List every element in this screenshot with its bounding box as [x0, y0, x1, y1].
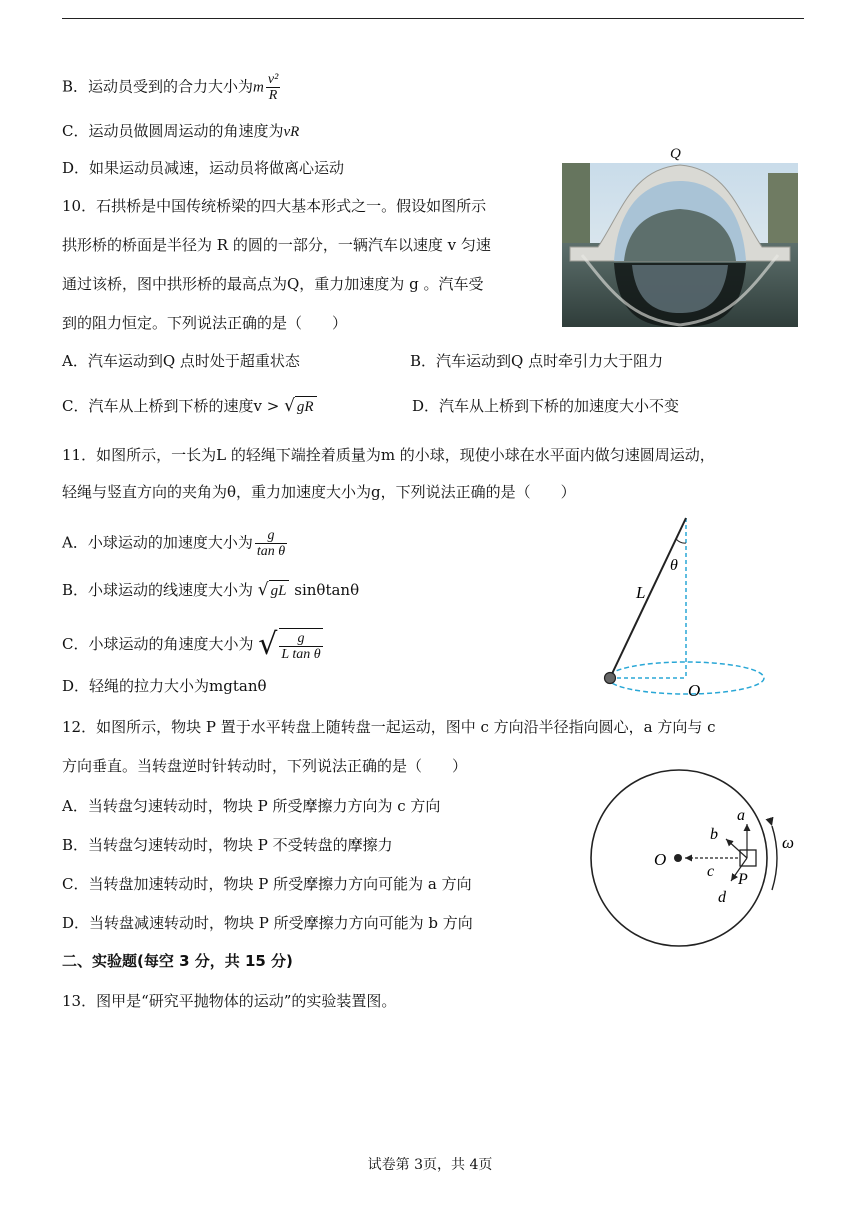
- q12-option-d: D．当转盘减速转动时，物块 P 所受摩擦力方向可能为 b 方向: [62, 914, 473, 932]
- q12-option-c: C．当转盘加速转动时，物块 P 所受摩擦力方向可能为 a 方向: [62, 875, 472, 893]
- ball: [605, 673, 616, 684]
- q13-stem: 13．图甲是“研究平抛物体的运动”的实验装置图。: [62, 992, 397, 1010]
- center-dot: [674, 854, 682, 862]
- q10-stem-line4: 到的阻力恒定。下列说法正确的是（ ）: [62, 314, 348, 332]
- q10-option-a: A．汽车运动到Q 点时处于超重状态: [62, 352, 300, 370]
- q10-stem-line3: 通过该桥，图中拱形桥的最高点为Q，重力加速度为 g 。汽车受: [62, 275, 484, 293]
- top-rule: [62, 18, 804, 19]
- label-l: L: [636, 583, 646, 602]
- label-o: O: [654, 850, 667, 869]
- bridge-label-q: Q: [670, 146, 681, 162]
- q9-option-c: C．运动员做圆周运动的角速度为vR: [62, 122, 300, 140]
- section-heading: 二、实验题(每空 3 分，共 15 分): [62, 952, 293, 970]
- rotation-arrow: [772, 826, 777, 890]
- angle-arc: [676, 539, 686, 543]
- q11-stem-line1: 11．如图所示，一长为L 的轻绳下端拴着质量为m 的小球，现使小球在水平面内做匀速圆周运动，: [62, 446, 715, 464]
- q12-stem-line1: 12．如图所示，物块 P 置于水平转盘上随转盘一起运动，图中 c 方向沿半径指向圆心，a 方向与 c: [62, 718, 716, 736]
- q12-option-b: B．当转盘匀速转动时，物块 P 不受转盘的摩擦力: [62, 836, 393, 854]
- q10-option-b: B．汽车运动到Q 点时牵引力大于阻力: [410, 352, 664, 370]
- q10-option-c: C．汽车从上桥到下桥的速度v > √ gR: [62, 396, 317, 417]
- q12-stem-line2: 方向垂直。当转盘逆时针转动时，下列说法正确的是（ ）: [62, 757, 468, 775]
- label-a: a: [737, 807, 745, 824]
- q11-option-a: A．小球运动的加速度大小为 $\frac{g}{\text{tan θ}}$: [62, 528, 286, 559]
- bridge-photo: [562, 143, 798, 327]
- q11-option-b: B．小球运动的线速度大小为 √ gL sinθtanθ: [62, 580, 360, 600]
- q9-option-d: D．如果运动员减速，运动员将做离心运动: [62, 159, 345, 177]
- q11-option-d: D．轻绳的拉力大小为mgtanθ: [62, 677, 267, 695]
- q10-stem-line1: 10．石拱桥是中国传统桥梁的四大基本形式之一。假设如图所示: [62, 197, 487, 215]
- label-theta: θ: [670, 557, 678, 574]
- label-b: b: [710, 826, 718, 843]
- page-footer: 试卷第 3页，共 4页: [367, 1157, 493, 1173]
- label-p: P: [738, 871, 748, 888]
- turntable-figure: [586, 768, 804, 948]
- string-line: [610, 518, 686, 678]
- q9-option-b: B．运动员受到的合力大小为m $\frac{\text{v²}}{R}$: [62, 72, 279, 103]
- arrow-b: [726, 839, 747, 858]
- q12-option-a: A．当转盘匀速转动时，物块 P 所受摩擦力方向为 c 方向: [62, 797, 441, 815]
- label-o: O: [688, 681, 701, 698]
- q10-option-d: D．汽车从上桥到下桥的加速度大小不变: [412, 397, 680, 415]
- label-c: c: [707, 863, 715, 880]
- q9-fraction: $\frac{\text{v²}}{R}$: [267, 72, 279, 103]
- label-d: d: [718, 889, 726, 906]
- q10-stem-line2: 拱形桥的桥面是半径为 R 的圆的一部分，一辆汽车以速度 v 匀速: [62, 236, 491, 254]
- pendulum-figure: [596, 512, 772, 698]
- label-omega: ω: [782, 833, 795, 852]
- q11-stem-line2: 轻绳与竖直方向的夹角为θ，重力加速度大小为g，下列说法正确的是（ ）: [62, 483, 576, 501]
- q11-option-c: C．小球运动的角速度大小为 √ $\frac{g}{\text{L tan θ}}$: [62, 627, 321, 662]
